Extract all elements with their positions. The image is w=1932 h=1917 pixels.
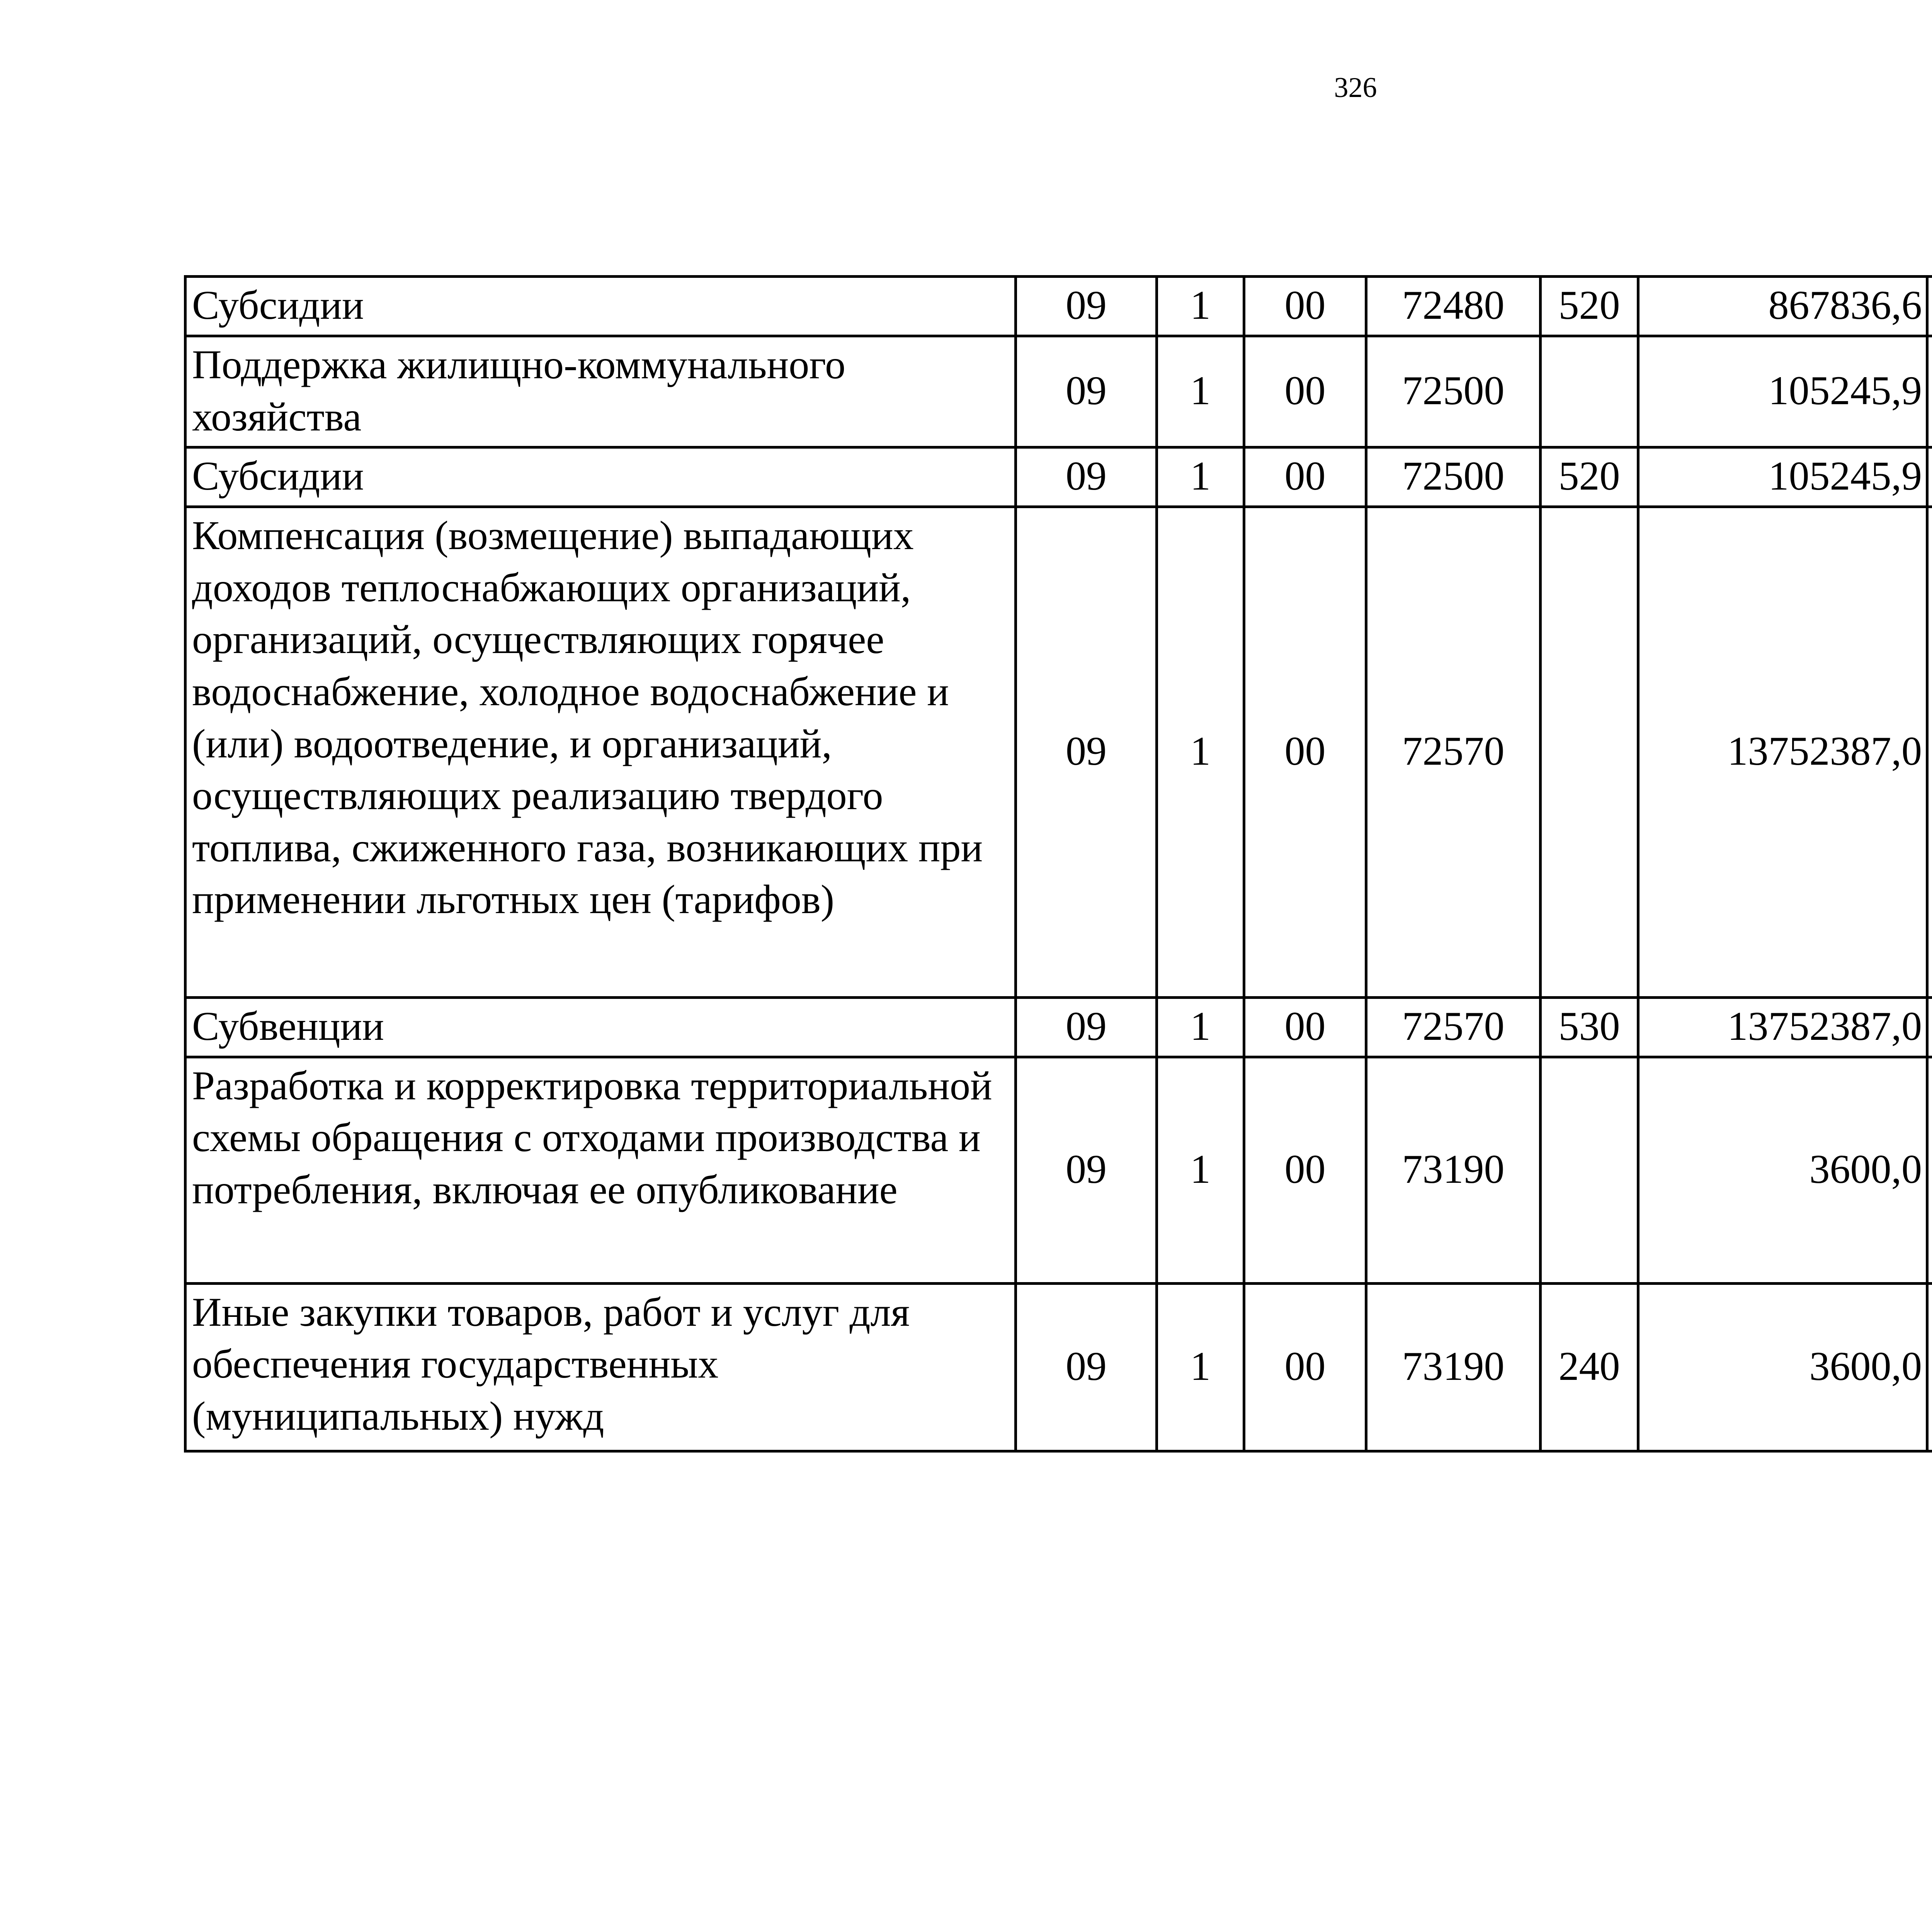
amount-1: 105245,9 <box>1638 447 1927 507</box>
section-code: 09 <box>1016 998 1157 1057</box>
budget-table <box>184 275 1932 1453</box>
section-code: 09 <box>1016 277 1157 336</box>
subprogram-code: 00 <box>1244 1057 1366 1283</box>
amount-1: 13752387,0 <box>1638 507 1927 998</box>
expense-type-code: 530 <box>1541 998 1638 1057</box>
program-code: 1 <box>1157 507 1244 998</box>
row-name: Разработка и корректировка территориальной схемы обращения с отходами производства и потребления, включая ее опубликование <box>185 1057 1016 1283</box>
amount-1: 105245,9 <box>1638 336 1927 447</box>
amount-1: 3600,0 <box>1638 1057 1927 1283</box>
subprogram-code: 00 <box>1244 336 1366 447</box>
section-code: 09 <box>1016 447 1157 507</box>
expense-type-code <box>1541 336 1638 447</box>
program-code: 1 <box>1157 998 1244 1057</box>
expense-type-code <box>1541 507 1638 998</box>
row-name: Поддержка жилищно-коммунального хозяйства <box>185 336 1016 447</box>
table-row <box>185 1057 1932 1283</box>
table-row <box>185 998 1932 1057</box>
amount-1: 13752387,0 <box>1638 998 1927 1057</box>
amount-2 <box>1927 336 1932 447</box>
section-code: 09 <box>1016 336 1157 447</box>
expense-type-code: 520 <box>1541 277 1638 336</box>
subprogram-code: 00 <box>1244 447 1366 507</box>
row-name: Субсидии <box>185 447 1016 507</box>
table-row <box>185 277 1932 336</box>
amount-1: 867836,6 <box>1638 277 1927 336</box>
table-row <box>185 447 1932 507</box>
program-code: 1 <box>1157 277 1244 336</box>
target-code: 73190 <box>1366 1057 1541 1283</box>
table-row <box>185 336 1932 447</box>
section-code: 09 <box>1016 507 1157 998</box>
amount-2 <box>1927 1283 1932 1451</box>
amount-2 <box>1927 507 1932 998</box>
expense-type-code: 520 <box>1541 447 1638 507</box>
amount-2 <box>1927 277 1932 336</box>
subprogram-code: 00 <box>1244 998 1366 1057</box>
amount-2 <box>1927 998 1932 1057</box>
amount-1: 3600,0 <box>1638 1283 1927 1451</box>
subprogram-code: 00 <box>1244 507 1366 998</box>
program-code: 1 <box>1157 1283 1244 1451</box>
amount-2 <box>1927 447 1932 507</box>
row-name: Иные закупки товаров, работ и услуг для обеспечения государственных (муниципальных) нужд <box>185 1283 1016 1451</box>
target-code: 72500 <box>1366 447 1541 507</box>
expense-type-code: 240 <box>1541 1283 1638 1451</box>
section-code: 09 <box>1016 1283 1157 1451</box>
table-row <box>185 1283 1932 1451</box>
section-code: 09 <box>1016 1057 1157 1283</box>
row-name: Субсидии <box>185 277 1016 336</box>
row-name: Субвенции <box>185 998 1016 1057</box>
subprogram-code: 00 <box>1244 1283 1366 1451</box>
target-code: 72570 <box>1366 998 1541 1057</box>
expense-type-code <box>1541 1057 1638 1283</box>
subprogram-code: 00 <box>1244 277 1366 336</box>
program-code: 1 <box>1157 336 1244 447</box>
target-code: 72480 <box>1366 277 1541 336</box>
page-number: 326 <box>1334 72 1377 104</box>
target-code: 73190 <box>1366 1283 1541 1451</box>
target-code: 72500 <box>1366 336 1541 447</box>
target-code: 72570 <box>1366 507 1541 998</box>
amount-2 <box>1927 1057 1932 1283</box>
row-name: Компенсация (возмещение) выпадающих доходов теплоснабжающих организаций, организаций, осуществляющих горячее водоснабжение, холодное водоснабжение и (или) водоотведение, и организаций, осуществляющих реализацию твердого топлива, сжиженного газа, возникающих при применении льготных цен (тарифов) <box>185 507 1016 998</box>
program-code: 1 <box>1157 1057 1244 1283</box>
program-code: 1 <box>1157 447 1244 507</box>
table-row <box>185 507 1932 998</box>
